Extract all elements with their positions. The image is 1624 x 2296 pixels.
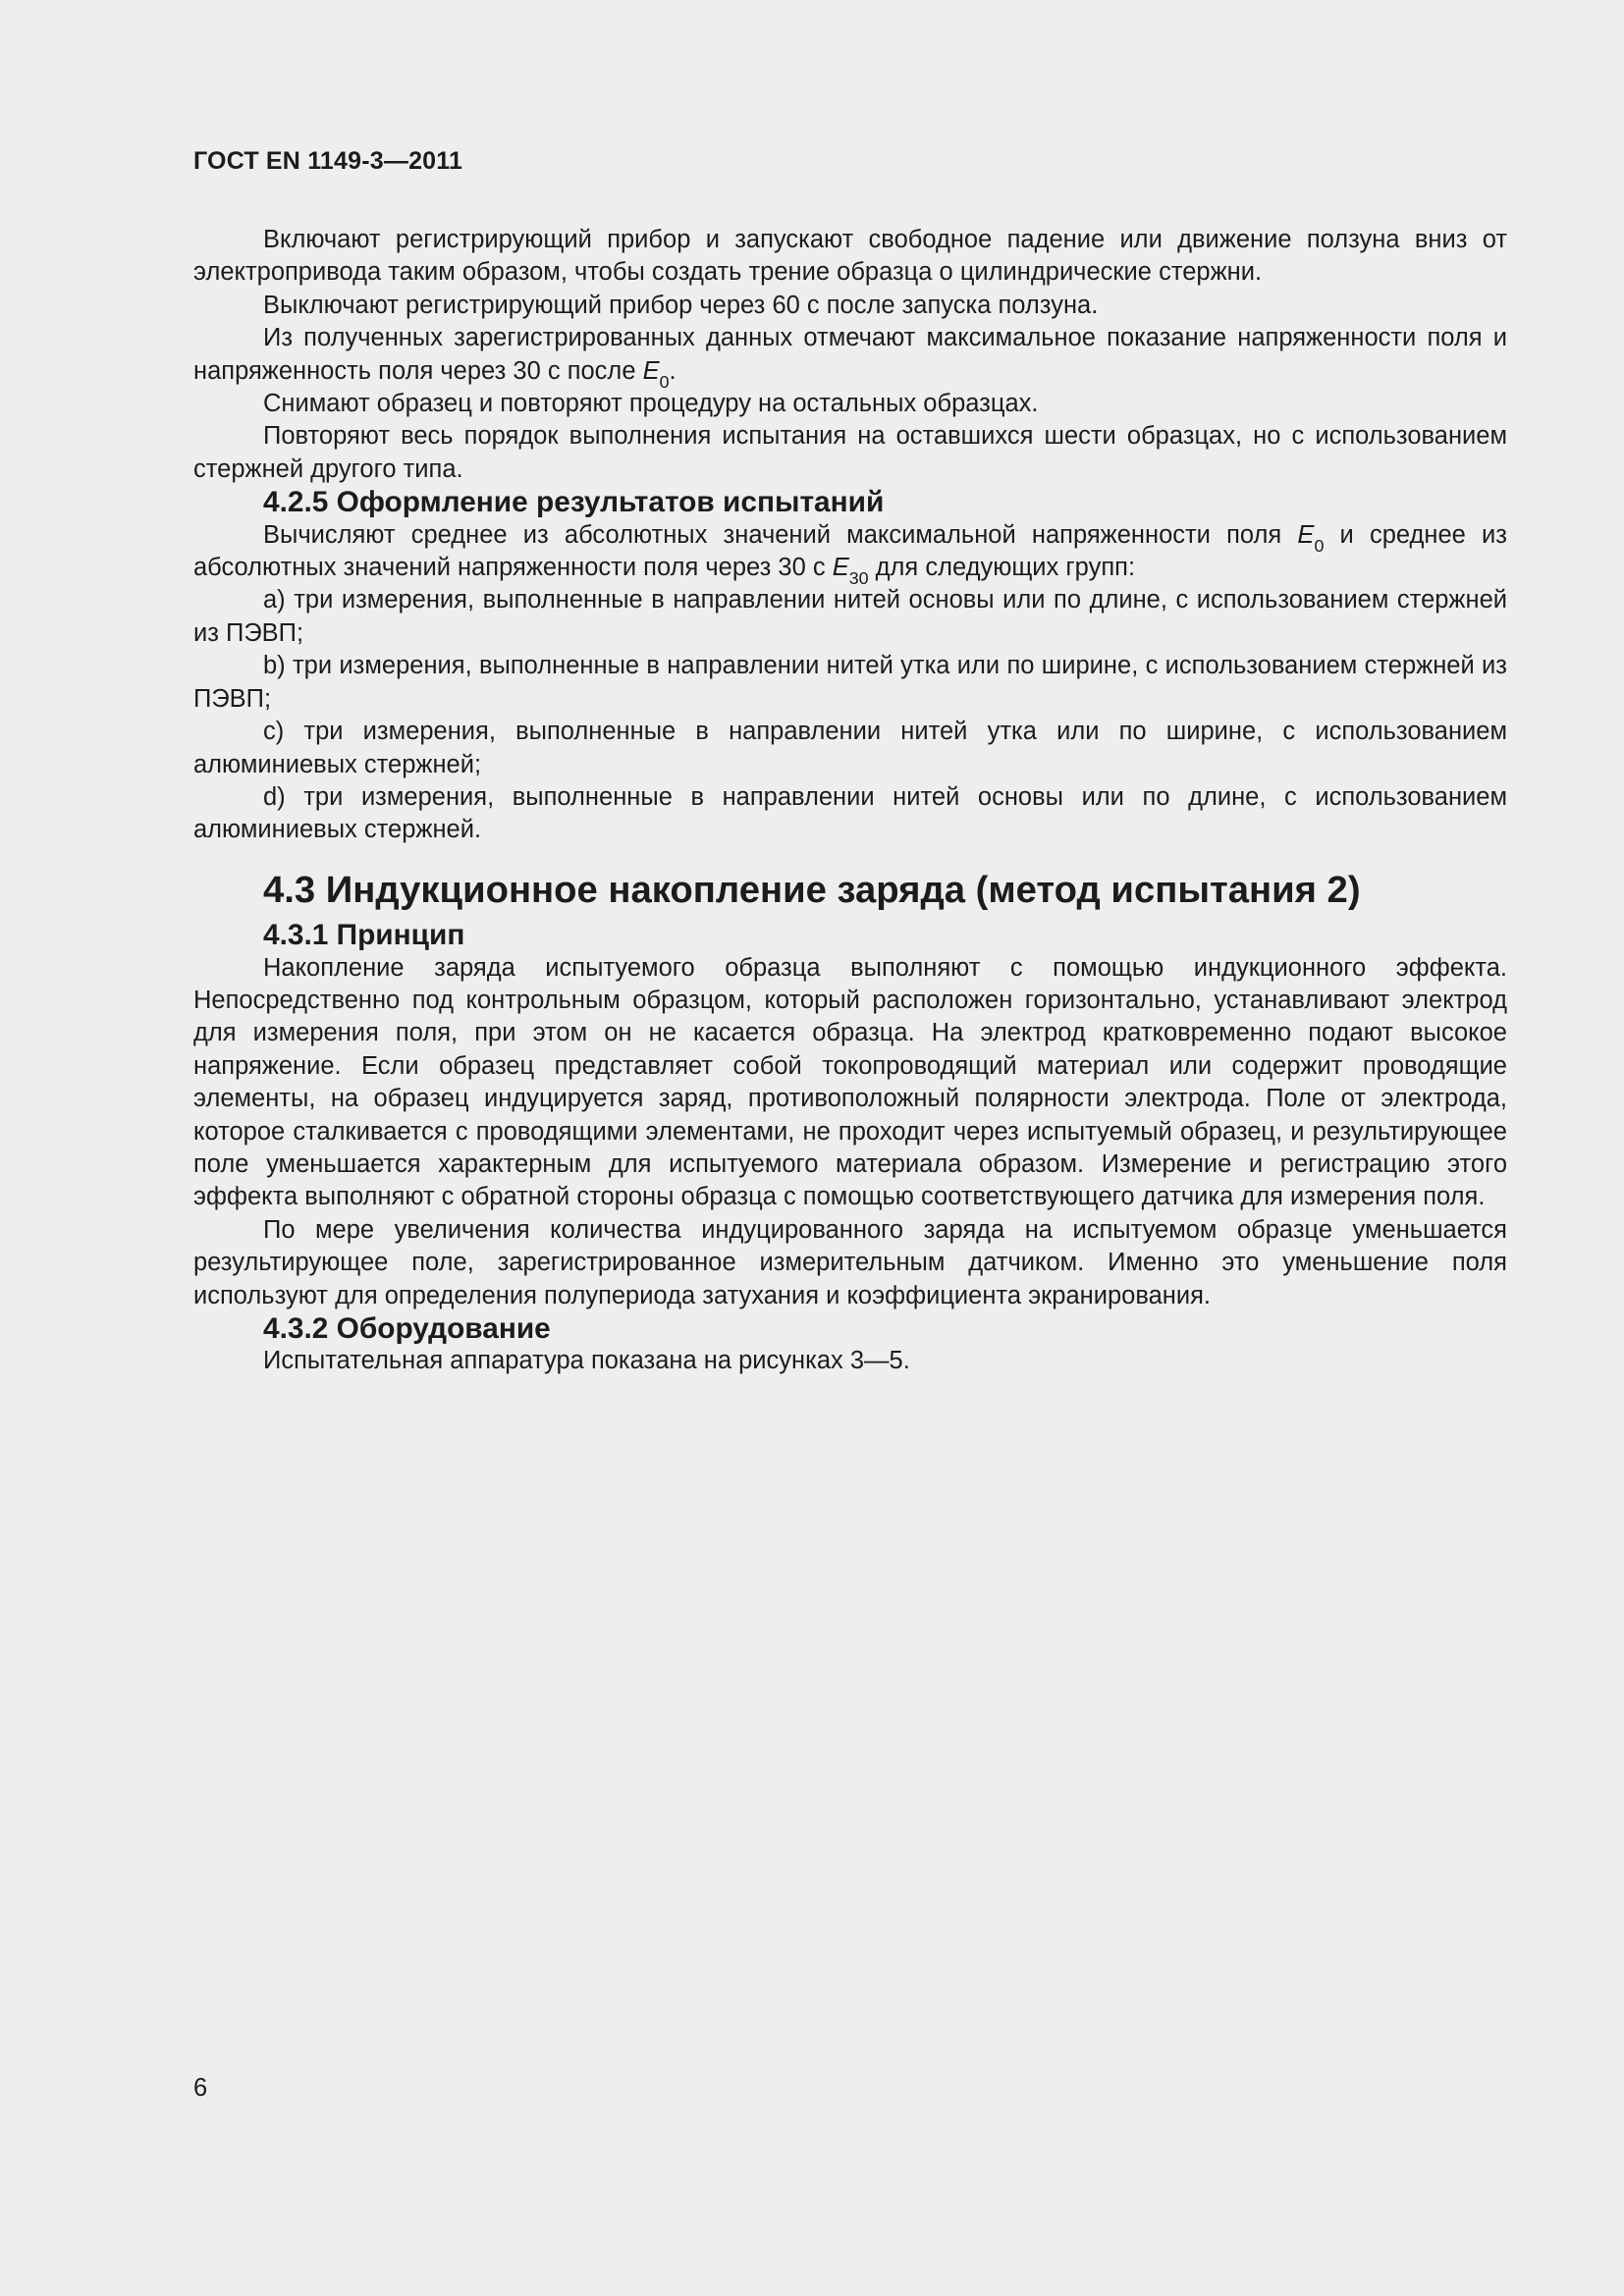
variable-e: E	[1297, 520, 1315, 549]
paragraph: По мере увеличения количества индуцированного заряда на испытуемом образце уменьшается результирующее поле, зарегистрированное измерительным датчиком. Именно это уменьшение поля используют для определения полупериода затухания и коэффициента экранирования.	[193, 1215, 1507, 1309]
paragraph-text: Из полученных зарегистрированных данных отмечают максимальное показание напряженности поля и напряженность поля через 30 с после	[193, 324, 1507, 385]
subscript-0: 0	[659, 371, 670, 392]
paragraph: Снимают образец и повторяют процедуру на остальных образцах.	[263, 390, 1039, 418]
section-4-3-anchor[interactable]: 4.3 Индукционное накопление заряда (метод испытания 2)	[263, 868, 1361, 911]
paragraph: Испытательная аппаратура показана на рисунках 3—5.	[263, 1347, 910, 1375]
paragraph	[193, 519, 1507, 589]
subscript-30: 30	[848, 568, 869, 589]
section-heading-4-3	[193, 868, 1507, 911]
paragraph	[193, 322, 1507, 392]
paragraph-text: Вычисляют среднее из абсолютных значений максимальной напряженности поля	[263, 520, 1298, 549]
section-4-3-2-anchor[interactable]: 4.3.2 Оборудование	[263, 1312, 551, 1345]
paragraph-text: и среднее из абсолютных значений напряженности поля через 30 с	[193, 520, 1507, 582]
list-item: c) три измерения, выполненные в направлении нитей утка или по ширине, с использованием алюминиевых стержней;	[193, 718, 1507, 778]
section-heading-4-2-5	[193, 486, 1507, 518]
paragraph: Повторяют весь порядок выполнения испытания на оставшихся шести образцах, но с использованием стержней другого типа.	[193, 422, 1507, 483]
paragraph-text: для следующих групп:	[868, 554, 1136, 582]
section-heading-4-3-1	[193, 919, 1507, 951]
list-item: b) три измерения, выполненные в направлении нитей утка или по ширине, с использованием стержней из ПЭВП;	[193, 652, 1507, 713]
section-4-2-5-anchor[interactable]: 4.2.5 Оформление результатов испытаний	[263, 486, 885, 519]
paragraph: Выключают регистрирующий прибор через 60 с после запуска ползуна.	[263, 291, 1099, 319]
variable-e: E	[832, 554, 849, 582]
document-body	[193, 224, 1507, 1378]
list-item: a) три измерения, выполненные в направлении нитей основы или по длине, с использованием стержней из ПЭВП;	[193, 586, 1507, 647]
paragraph: Накопление заряда испытуемого образца выполняют с помощью индукционного эффекта. Непосредственно под контрольным образцом, который расположен горизонтально, устанавливают электрод для измерения поля, при этом он не касается образца. На электрод кратковременно подают высокое напряжение. Если образец представляет собой токопроводящий материал или содержит проводящие элементы, на образец индуцируется заряд, противоположный полярности электрода. Поле от электрода, которое сталкивается с проводящими элементами, не проходит через испытуемый образец, и результирующее поле уменьшается характерным для испытуемого материала образом. Измерение и регистрацию этого эффекта выполняют с обратной стороны образца с помощью соответствующего датчика для измерения поля.	[193, 953, 1507, 1211]
document-header: ГОСТ EN 1149-3—2011	[193, 147, 463, 175]
paragraph: Включают регистрирующий прибор и запускают свободное падение или движение ползуна вниз от электропривода таким образом, чтобы создать трение образца о цилиндрические стержни.	[193, 226, 1507, 287]
paragraph-text: .	[669, 356, 677, 385]
variable-e: E	[642, 356, 660, 385]
page-number: 6	[193, 2074, 208, 2102]
section-heading-4-3-2	[193, 1312, 1507, 1345]
subscript-0: 0	[1314, 535, 1325, 556]
list-item: d) три измерения, выполненные в направлении нитей основы или по длине, с использованием алюминиевых стержней.	[193, 782, 1507, 844]
section-4-3-1-anchor[interactable]: 4.3.1 Принцип	[263, 919, 465, 952]
